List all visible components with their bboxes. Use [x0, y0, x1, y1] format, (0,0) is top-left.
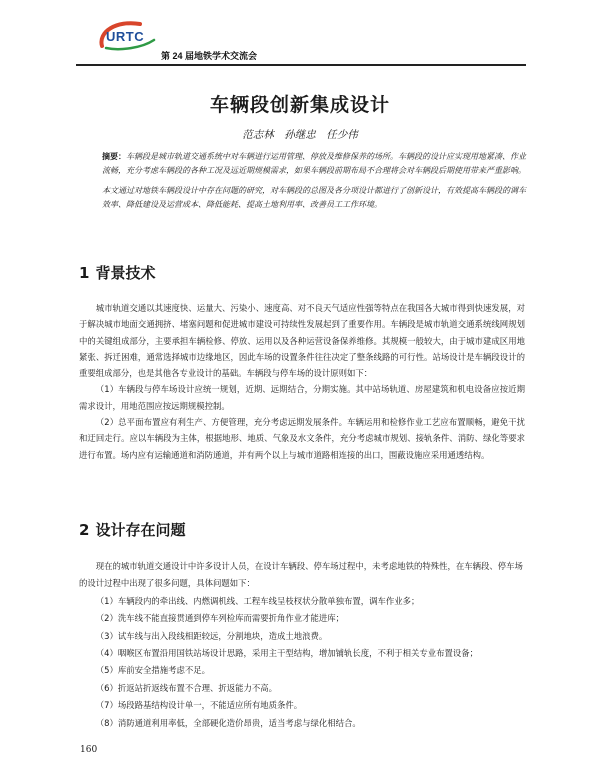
section-1-paragraph: （2）总平面布置应有利生产、方便管理，充分考虑远期发展条件。车辆运用和检修作业工艺应布置顺畅，避免干扰和迂回走行。应以车辆段为主体，根据地形、地质、气象及水文条件，充分考虑城市规划、接轨条件、消防、绿化等要求进行布置。场内应有运输通道和消防通道，并有两个以上与城市道路相连接的出口，围蔽设施应采用通透结构。 [79, 417, 525, 460]
logo-text: URTC [106, 29, 145, 44]
paper-title: 车辆段创新集成设计 [209, 94, 390, 116]
list-item: （8）消防通道利用率低，全部硬化造价昂贵，适当考虑与绿化相结合。 [95, 717, 361, 728]
section-1-number: 1 [79, 264, 90, 282]
list-item: （6）折返站折返线布置不合理、折返能力不高。 [95, 682, 277, 693]
section-1-paragraph: 城市轨道交通以其速度快、运量大、污染小、速度高、对不良天气适应性强等特点在我国各大城市得到快速发展，对于解决城市地面交通拥挤、堵塞问题和促进城市建设可持续性发展起到了重要作用。车辆段是城市轨道交通系统线网规划中的关键组成部分，主要承担车辆检修、停放、运用以及各种运营设备保养维修。其规模一般较大，由于城市建成区用地紧张、拆迁困难，通常选择城市边缘地区，因此车场的设置条件往往决定了整条线路的可行性。站场设计是车辆段设计的重要组成部分，也是其他各专业设计的基础。车辆段与停车场的设计原则如下： [79, 303, 525, 379]
section-1-title: 背景技术 [95, 264, 156, 282]
abstract [102, 150, 528, 212]
section-2-number: 2 [79, 521, 90, 539]
list-item: （3）试车线与出入段线相距较远，分割地块，造成土地浪费。 [95, 630, 328, 641]
paper-authors: 范志林 孙继忠 任少伟 [242, 129, 358, 141]
conference-name: 第 24 届地铁学术交流会 [161, 51, 258, 61]
abstract-text-1: 车辆段是城市轨道交通系统中对车辆进行运用管理、停放及维修保养的场所。车辆段的设计应实现用地紧凑、作业流畅，充分考虑车辆段的各种工况及远近期规模需求，如果车辆段前期布局不合理将会对车辆段后期使用带来严重影响。 [102, 152, 526, 175]
section-2-body [79, 558, 525, 732]
section-2-intro: 现在的城市轨道交通设计中许多设计人员，在设计车辆段、停车场过程中，未考虑地铁的特殊性，在车辆段、停车场的设计过程中出现了很多问题，具体问题如下： [79, 561, 523, 589]
urtc-logo [96, 18, 158, 52]
header-divider [76, 64, 526, 66]
list-item: （4）咽喉区布置沿用国铁站场设计思路，采用主干型结构，增加铺轨长度，不利于相关专业布置设备； [95, 648, 478, 659]
section-2-heading [79, 519, 185, 540]
list-item: （7）场段路基结构设计单一，不能适应所有地质条件。 [95, 700, 303, 711]
abstract-paragraph-1 [102, 150, 528, 178]
section-1-paragraph: （1）车辆段与停车场设计应统一规划，近期、远期结合，分期实施。其中站场轨道、房屋建筑和机电设备应按近期需求设计，用地范围应按远期规模控制。 [79, 384, 525, 411]
page-number: 160 [80, 745, 98, 755]
section-2-title: 设计存在问题 [95, 521, 186, 539]
list-item: （1）车辆段内的牵出线、内燃调机线、工程车线呈枝杈状分散单独布置，调车作业多； [95, 595, 420, 606]
section-1-body [79, 300, 525, 463]
list-item: （5）库前安全措施考虑不足。 [95, 665, 210, 676]
list-item: （2）洗车线不能直接贯通到停车列检库而需要折角作业才能进库； [95, 613, 344, 624]
abstract-paragraph-2: 本文通过对地铁车辆段设计中存在问题的研究，对车辆段的总图及各分项设计都进行了创新设计，有效提高车辆段的调车效率、降低建设及运营成本、降低能耗、提高土地利用率、改善员工工作环境。 [102, 186, 526, 209]
section-1-heading [79, 262, 155, 283]
abstract-label: 摘要： [102, 152, 126, 161]
